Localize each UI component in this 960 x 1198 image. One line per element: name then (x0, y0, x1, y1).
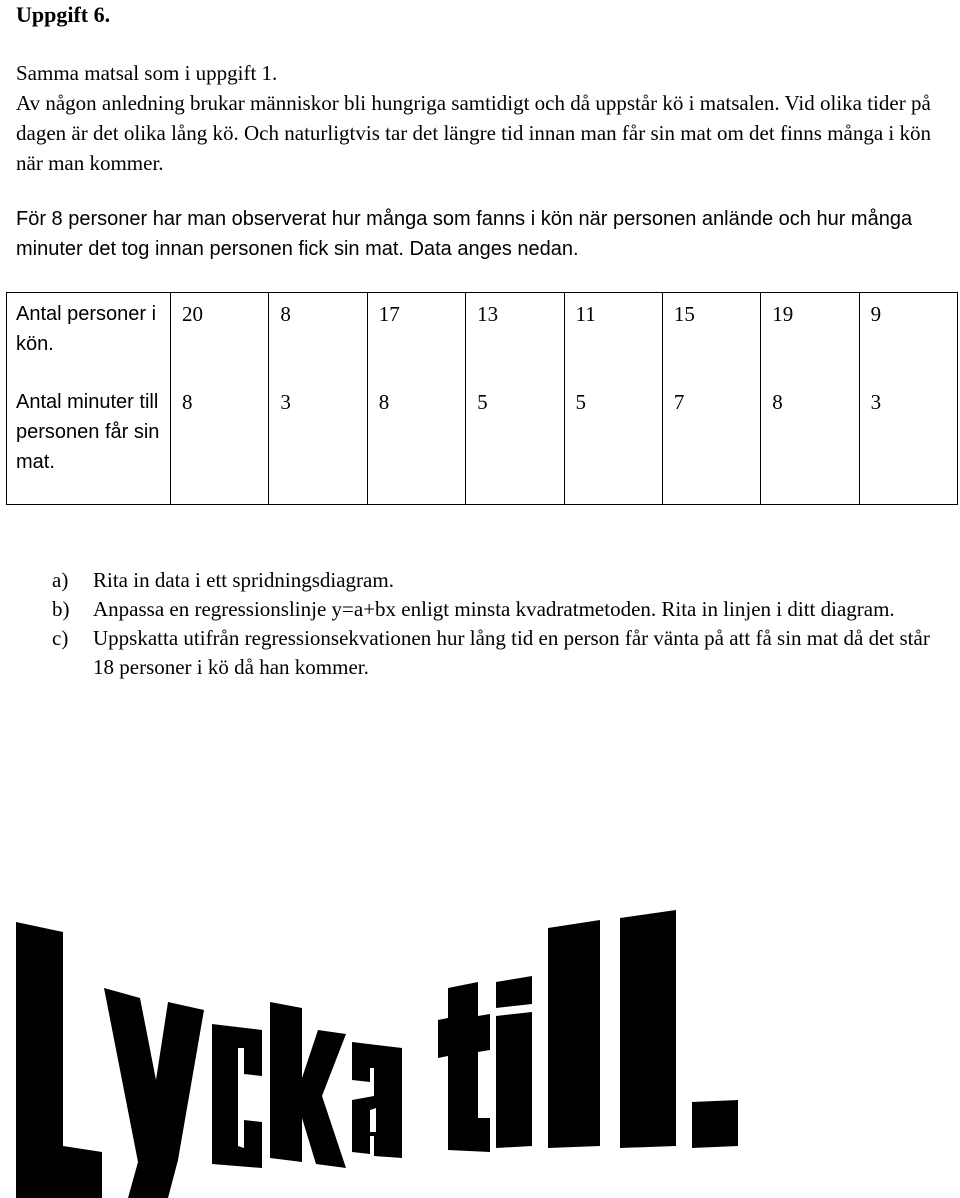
table-cell: 13 (466, 293, 564, 381)
table-cell: 3 (269, 381, 367, 505)
question-marker: b) (52, 597, 70, 621)
question-text: Rita in data i ett spridningsdiagram. (93, 568, 394, 592)
table-cell: 8 (171, 381, 269, 505)
question-item (52, 566, 952, 595)
task-heading: Uppgift 6. (16, 2, 111, 27)
intro-paragraph (16, 58, 946, 178)
table-cell: 5 (564, 381, 662, 505)
intro-line-2: Av någon anledning brukar människor bli hungriga samtidigt och då uppstår kö i matsalen. Vid olika tider på dagen är det olika lång kö. Och naturligtvis tar det längre tid innan man får sin mat om det finns många i kön när man kommer. (16, 91, 932, 175)
table-cell: 8 (269, 293, 367, 381)
table-cell: 17 (367, 293, 465, 381)
row-label-minutes: Antal minuter till personen får sin mat. (7, 381, 171, 505)
row-label-queue: Antal personer i kön. (7, 293, 171, 381)
data-table (6, 292, 958, 505)
table-cell: 3 (859, 381, 957, 505)
table-cell: 20 (171, 293, 269, 381)
table-cell: 8 (761, 381, 859, 505)
table-cell: 7 (662, 381, 760, 505)
table-cell: 8 (367, 381, 465, 505)
table-row-queue (7, 293, 958, 381)
description-paragraph: För 8 personer har man observerat hur många som fanns i kön när personen anlände och hur många minuter det tog innan personen fick sin mat. Data anges nedan. (16, 208, 913, 260)
table-cell: 11 (564, 293, 662, 381)
intro-line-1: Samma matsal som i uppgift 1. (16, 61, 278, 85)
question-item (52, 595, 952, 624)
question-marker: a) (52, 568, 69, 592)
table-row-minutes (7, 381, 958, 505)
question-marker: c) (52, 626, 69, 650)
question-item (52, 624, 952, 682)
table-cell: 9 (859, 293, 957, 381)
table-cell: 19 (761, 293, 859, 381)
table-cell: 5 (466, 381, 564, 505)
question-text: Uppskatta utifrån regressionsekvationen hur lång tid en person får vänta på att få sin mat då det står 18 personer i kö då han kommer. (93, 626, 930, 679)
table-cell: 15 (662, 293, 760, 381)
good-luck-wordart (0, 900, 960, 1198)
question-text: Anpassa en regressionslinje y=a+bx enligt minsta kvadratmetoden. Rita in linjen i ditt diagram. (93, 597, 895, 621)
question-list (52, 566, 952, 682)
